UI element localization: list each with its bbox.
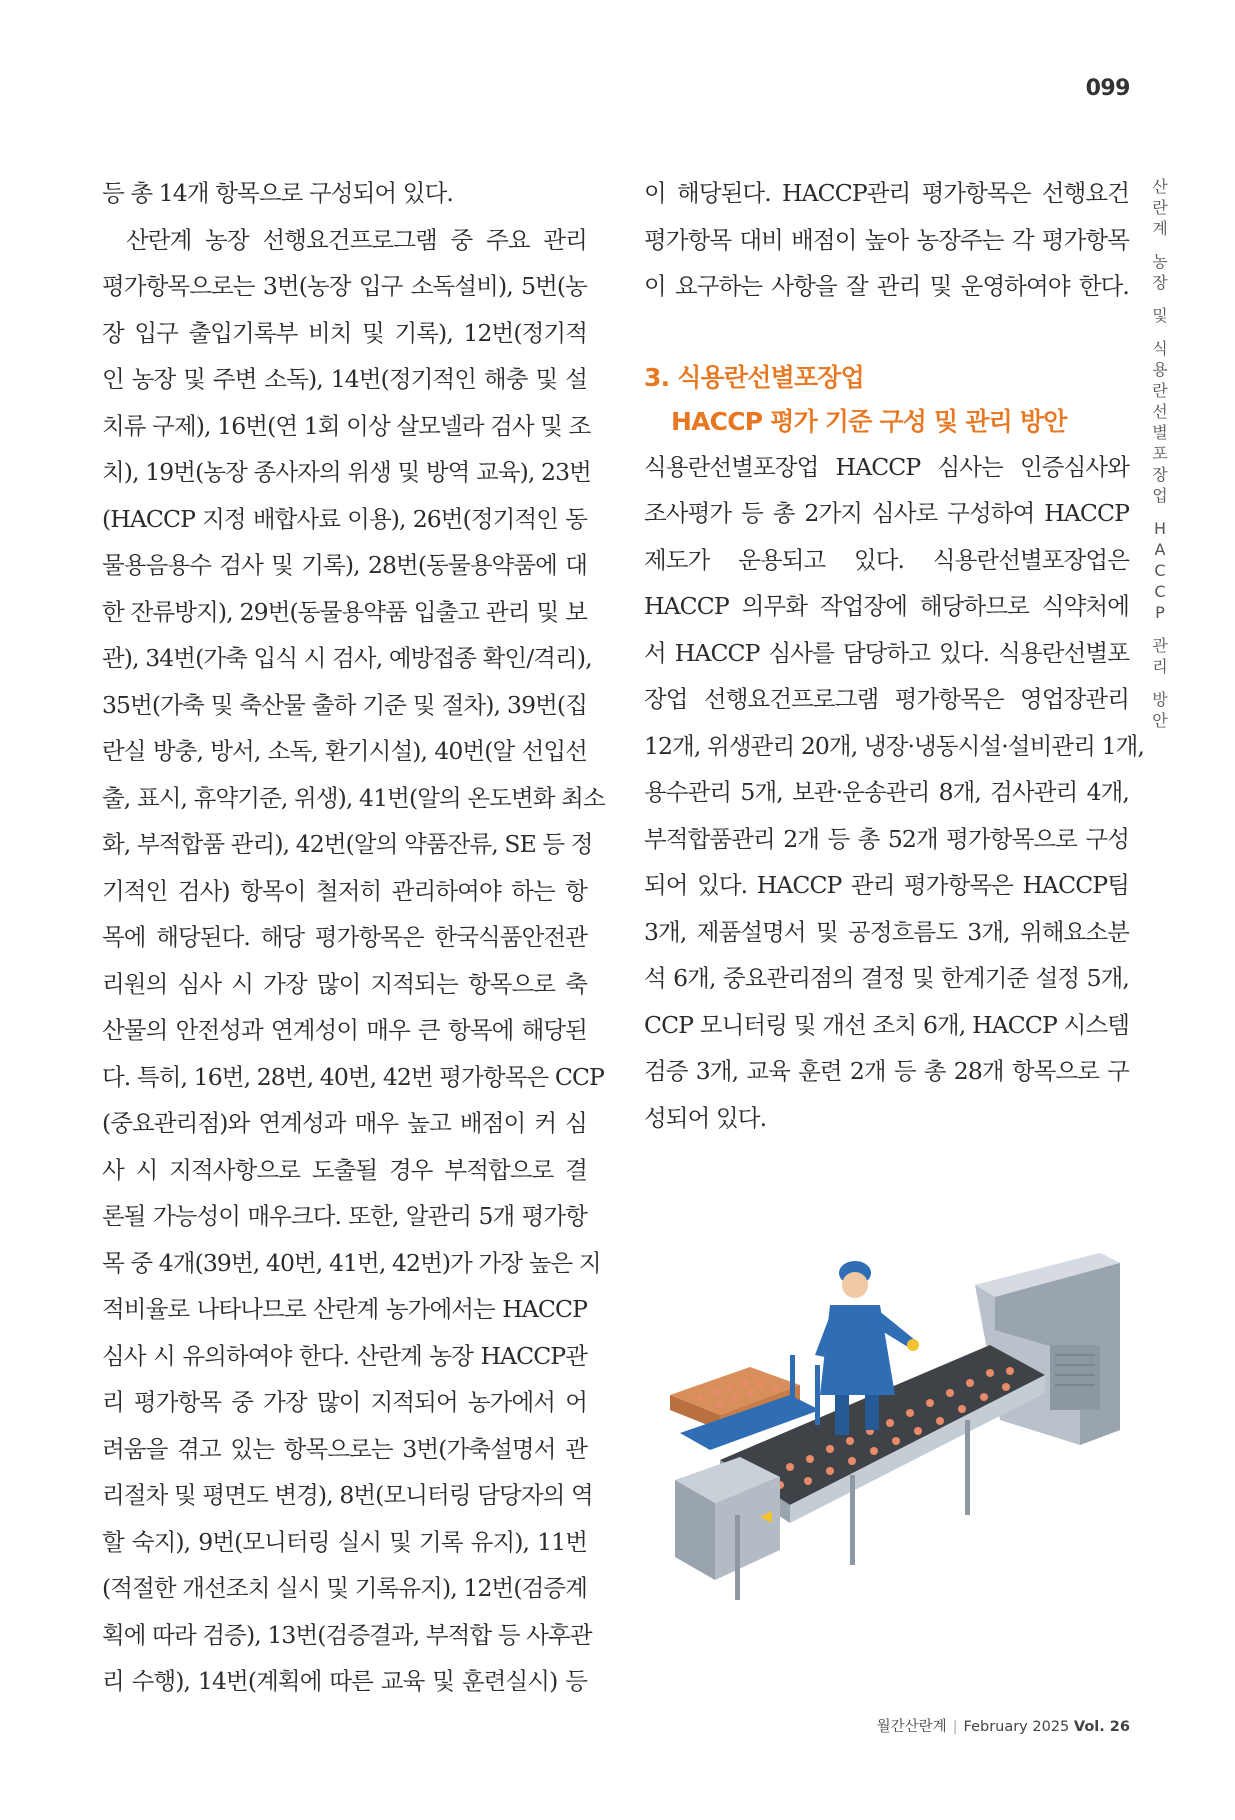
text-line: (중요관리점)와 연계성과 매우 높고 배점이 커 심 [102,1109,587,1137]
side-label-char [1147,239,1173,251]
section-title: 3. 식용란선별포장업 [644,362,864,392]
text-line: 되어 있다. HACCP 관리 평가항목은 HACCP팀 [644,871,1129,899]
side-label-char: 란 [1152,198,1168,217]
text-line: HACCP 의무화 작업장에 해당하므로 식약처에 [644,592,1129,620]
text-line: 획에 따라 검증), 13번(검증결과, 부적합 등 사후관 [102,1620,592,1649]
side-label-char: 식 [1152,339,1168,358]
side-label-char [1147,293,1173,305]
left-text-column [102,170,605,1705]
footer-volume: Vol. 26 [1073,1719,1130,1735]
text-line: 용수관리 5개, 보관·운송관리 8개, 검사관리 4개, [644,778,1129,806]
text-line: 론될 가능성이 매우크다. 또한, 알관리 5개 평가항 [102,1202,587,1230]
text-line: 란실 방충, 방서, 소독, 환기시설), 40번(알 선입선 [102,737,587,765]
text-line: 산란계 농장 선행요건프로그램 중 주요 관리 [126,225,587,254]
text-line: 다. 특히, 16번, 28번, 40번, 42번 평가항목은 CCP [102,1062,604,1091]
text-line: 려움을 겪고 있는 항목으로는 3번(가축설명서 관 [102,1434,587,1463]
footer-issue: February 2025 [963,1719,1070,1735]
text-line: 리 평가항목 중 가장 많이 지적되어 농가에서 어 [102,1388,587,1416]
text-line: 검증 3개, 교육 훈련 2개 등 총 28개 항목으로 구 [644,1057,1129,1085]
egg-grading-conveyor-illustration [640,1245,1140,1635]
side-label-char: 안 [1152,711,1168,730]
side-label-char [1147,677,1173,689]
text-line: 성되어 있다. [644,1103,767,1132]
text-line: 평가항목 대비 배점이 높아 농장주는 각 평가항목 [644,225,1129,254]
text-line: CCP 모니터링 및 개선 조치 6개, HACCP 시스템 [644,1010,1129,1039]
side-label-char: 별 [1152,423,1168,442]
section-subtitle: HACCP 평가 기준 구성 및 관리 방안 [671,406,1067,436]
text-line: 리 수행), 14번(계획에 따른 교육 및 훈련실시) 등 [102,1667,587,1695]
side-label-char: 선 [1152,402,1168,421]
right-column-body [644,444,1145,1142]
text-line: 3개, 제품설명서 및 공정흐름도 3개, 위해요소분 [644,917,1129,946]
text-line: 이 요구하는 사항을 잘 관리 및 운영하여야 한다. [644,272,1129,300]
text-line: 평가항목으로는 3번(농장 입구 소독설비), 5번(농 [102,272,587,300]
side-label-char: P [1155,603,1165,622]
footer-magazine: 월간산란계 [876,1719,947,1735]
text-line: 35번(가축 및 축산물 출하 기준 및 절차), 39번(집 [102,690,587,719]
text-line: 이 해당된다. HACCP관리 평가항목은 선행요건 [644,179,1129,207]
right-column-intro [644,170,1129,310]
text-line: 리절차 및 평면도 변경), 8번(모니터링 담당자의 역 [102,1481,593,1509]
side-label-char: 포 [1152,444,1168,463]
text-line: 치류 구제), 16번(연 1회 이상 살모넬라 검사 및 조 [102,411,591,440]
text-line: 화, 부적합품 관리), 42번(알의 약품잔류, SE 등 정 [102,830,593,858]
page-number: 099 [1085,76,1130,101]
text-line: 장 입구 출입기록부 비치 및 기록), 12번(정기적 [102,318,587,347]
text-line: (적절한 개선조치 실시 및 기록유지), 12번(검증계 [102,1574,587,1602]
side-label-char: 산 [1152,177,1168,196]
side-label-char: 방 [1152,690,1168,709]
text-line: 적비율로 나타나므로 산란계 농가에서는 HACCP [102,1295,587,1323]
page-footer: 월간산란계 | February 2025 Vol. 26 [876,1719,1130,1735]
side-label-char: 장 [1152,465,1168,484]
side-label-char: 농 [1152,252,1168,271]
text-line: 장업 선행요건프로그램 평가항목은 영업장관리 [644,685,1129,713]
side-label-char: 용 [1152,360,1168,379]
side-label-char: H [1153,519,1167,538]
text-line: 심사 시 유의하여야 한다. 산란계 농장 HACCP관 [102,1341,587,1370]
text-line: 부적합품관리 2개 등 총 52개 평가항목으로 구성 [644,824,1129,853]
text-line: 목에 해당된다. 해당 평가항목은 한국식품안전관 [102,923,587,951]
text-line: 등 총 14개 항목으로 구성되어 있다. [102,179,453,207]
text-line: 한 잔류방지), 29번(동물용약품 입출고 관리 및 보 [102,597,587,626]
text-line: 12개, 위생관리 20개, 냉장·냉동시설·설비관리 1개, [644,731,1145,760]
text-line: 관), 34번(가축 입식 시 검사, 예방접종 확인/격리), [102,644,592,672]
text-line: 식용란선별포장업 HACCP 심사는 인증심사와 [644,452,1129,481]
side-label-char: 란 [1152,381,1168,400]
text-line: 인 농장 및 주변 소독), 14번(정기적인 해충 및 설 [102,365,587,393]
text-line: 기적인 검사) 항목이 철저히 관리하여야 하는 항 [102,876,587,905]
text-line: 할 숙지), 9번(모니터링 실시 및 기록 유지), 11번 [102,1527,587,1556]
side-label-char [1147,506,1173,518]
text-line: 서 HACCP 심사를 담당하고 있다. 식용란선별포 [644,638,1129,667]
text-line: (HACCP 지정 배합사료 이용), 26번(정기적인 동 [102,504,587,533]
side-label-char: 리 [1152,657,1168,676]
text-line: 치), 19번(농장 종사자의 위생 및 방역 교육), 23번 [102,458,591,486]
side-label-char: C [1154,582,1166,601]
text-line: 출, 표시, 휴약기준, 위생), 41번(알의 온도변화 최소 [102,783,605,812]
side-section-label [1147,176,1173,731]
side-label-char: 관 [1152,636,1168,655]
side-label-char: 계 [1152,219,1168,238]
side-label-char: 업 [1152,486,1168,505]
text-line: 사 시 지적사항으로 도출될 경우 부적합으로 결 [102,1155,587,1184]
side-label-char: 장 [1152,273,1168,292]
side-label-char [1147,623,1173,635]
text-line: 물용음용수 검사 및 기록), 28번(동물용약품에 대 [102,551,587,579]
side-label-char: C [1154,561,1166,580]
right-text-column [644,170,1145,1141]
side-label-char: 및 [1152,306,1168,325]
text-line: 목 중 4개(39번, 40번, 41번, 42번)가 가장 높은 지 [102,1248,601,1277]
text-line: 리원의 심사 시 가장 많이 지적되는 항목으로 축 [102,969,587,998]
text-line: 제도가 운용되고 있다. 식용란선별포장업은 [644,545,1129,574]
text-line: 석 6개, 중요관리점의 결정 및 한계기준 설정 5개, [644,964,1129,992]
side-label-char: A [1154,540,1166,559]
text-line: 산물의 안전성과 연계성이 매우 큰 항목에 해당된 [102,1016,587,1044]
text-line: 조사평가 등 총 2가지 심사로 구성하여 HACCP [644,499,1129,527]
side-label-char [1147,326,1173,338]
